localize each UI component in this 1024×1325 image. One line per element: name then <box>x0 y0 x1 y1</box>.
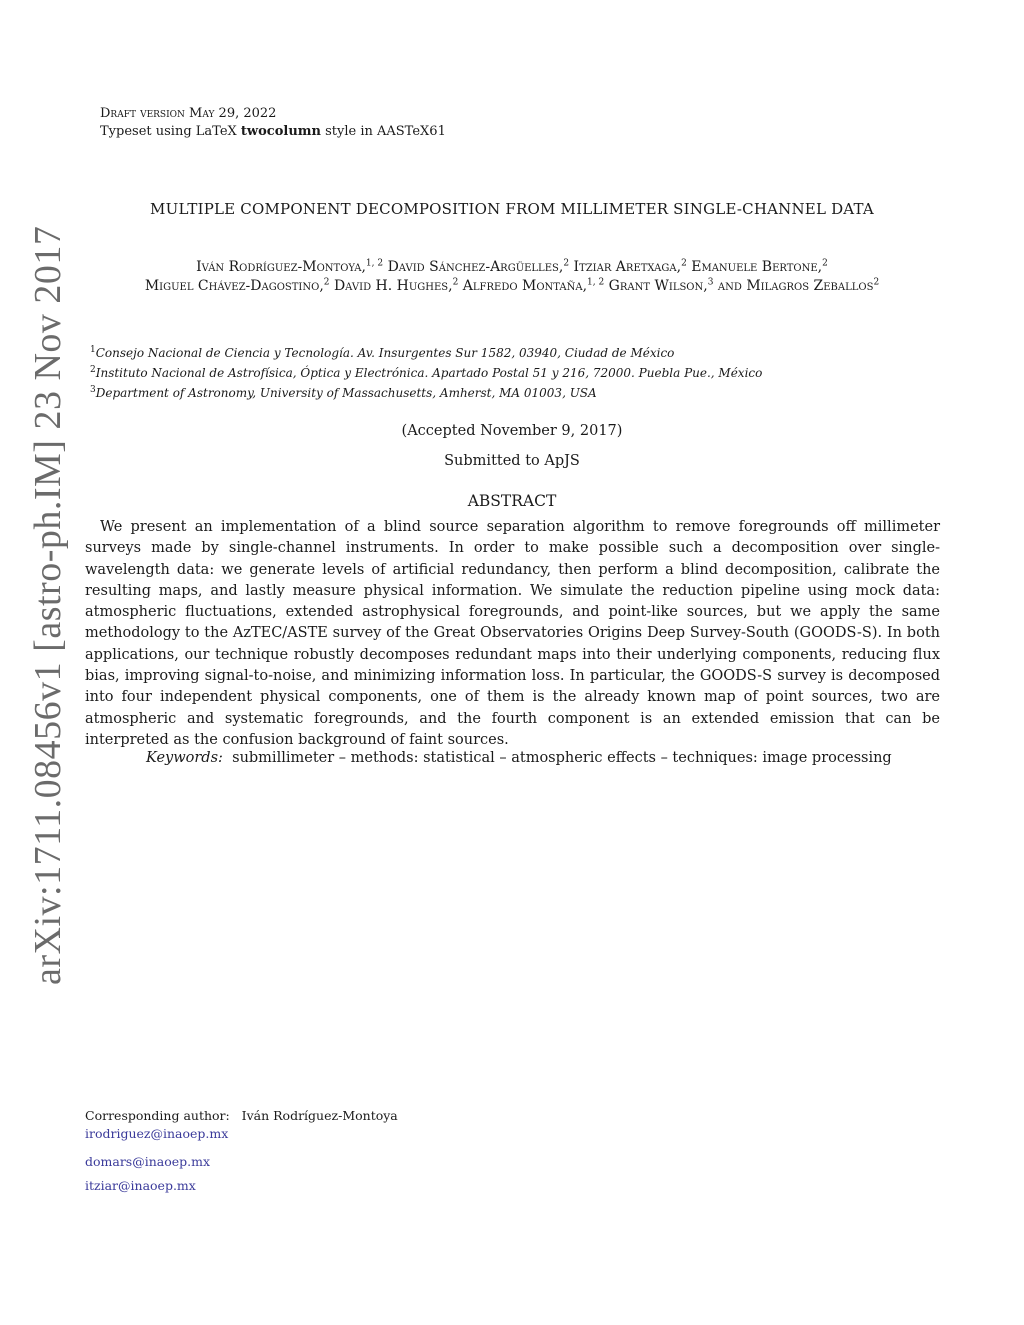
keywords <box>146 750 892 766</box>
draft-version-line: Draft version May 29, 2022 <box>100 106 277 121</box>
corresponding-author-footnote <box>85 1108 398 1198</box>
affiliation-3: $^3$Department of Astronomy, University of Massachusetts, Amherst, MA 01003, USA <box>90 385 597 400</box>
author: David H. Hughes,$^2$ <box>333 277 459 294</box>
affiliation-2: $^2$Instituto Nacional de Astrofísica, Óptica y Electrónica. Apartado Postal 51 y 216, 72000. Puebla Pue., México <box>90 365 763 380</box>
keywords-label: Keywords: <box>146 750 223 766</box>
author: Emanuele Bertone,$^2$ <box>691 258 828 275</box>
paper-title: MULTIPLE COMPONENT DECOMPOSITION FROM MILLIMETER SINGLE-CHANNEL DATA <box>150 200 874 218</box>
author: Iván Rodríguez-Montoya,$^{1, 2}$ <box>196 258 384 275</box>
typeset-prefix: Typeset using <box>100 124 196 139</box>
submitted-to: Submitted to ApJS <box>444 453 580 469</box>
author-list-line-2 <box>40 277 984 294</box>
author: Grant Wilson,$^3$ <box>608 277 714 294</box>
corresponding-author-name: Iván Rodríguez-Montoya <box>241 1108 398 1123</box>
author: Alfredo Montaña,$^{1, 2}$ <box>462 277 605 294</box>
affiliation-1: $^1$Consejo Nacional de Ciencia y Tecnología. Av. Insurgentes Sur 1582, 03940, Ciudad de México <box>90 345 675 360</box>
corresponding-author-line <box>85 1108 398 1124</box>
latex-logo: LaTeX <box>195 124 237 139</box>
author: David Sánchez-Argüelles,$^2$ <box>387 258 570 275</box>
keywords-text: submillimeter – methods: statistical – atmospheric effects – techniques: image processing <box>232 750 892 766</box>
accepted-date: (Accepted November 9, 2017) <box>401 423 623 439</box>
author-list-line-1 <box>60 258 964 275</box>
abstract-heading: ABSTRACT <box>467 492 557 510</box>
email-link[interactable]: domars@inaoep.mx <box>85 1154 211 1169</box>
author: Miguel Chávez-Dagostino,$^2$ <box>144 277 330 294</box>
typeset-suffix: style in AASTeX61 <box>320 124 446 139</box>
draft-header <box>100 105 446 141</box>
corresponding-author-label: Corresponding author: <box>85 1108 230 1123</box>
arxiv-identifier-stamp: arXiv:1711.08456v1 [astro-ph.IM] 23 Nov 2017 <box>27 225 69 985</box>
style-word: twocolumn <box>240 124 321 139</box>
typeset-line <box>100 123 446 141</box>
abstract-text: We present an implementation of a blind source separation algorithm to remove foregrounds off millimeter surveys made by single-channel instruments. In order to make possible such a decomposition over single-wavelength data: we generate levels of artificial redundancy, then perform a blind decomposition, calibrate the resulting maps, and lastly measure physical information. We simulate the reduction pipeline using mock data: atmospheric fluctuations, extended astrophysical foregrounds, and point-like sources, but we apply the same methodology to the AzTEC/ASTE survey of the Great Observatories Origins Deep Survey-South (GOODS-S). In both applications, our technique robustly decomposes redundant maps into their underlying components, reducing flux bias, improving signal-to-noise, and minimizing information loss. In particular, the GOODS-S survey is decomposed into four independent physical components, one of them is the already known map of point sources, two are atmospheric and systematic foregrounds, and the fourth component is an extended emission that can be interpreted as the confusion background of faint sources. <box>85 519 940 748</box>
author: Itziar Aretxaga,$^2$ <box>573 258 687 275</box>
author: and Milagros Zeballos$^2$ <box>717 277 880 294</box>
email-link[interactable]: itziar@inaoep.mx <box>85 1178 196 1193</box>
email-link[interactable]: irodriguez@inaoep.mx <box>85 1126 229 1141</box>
